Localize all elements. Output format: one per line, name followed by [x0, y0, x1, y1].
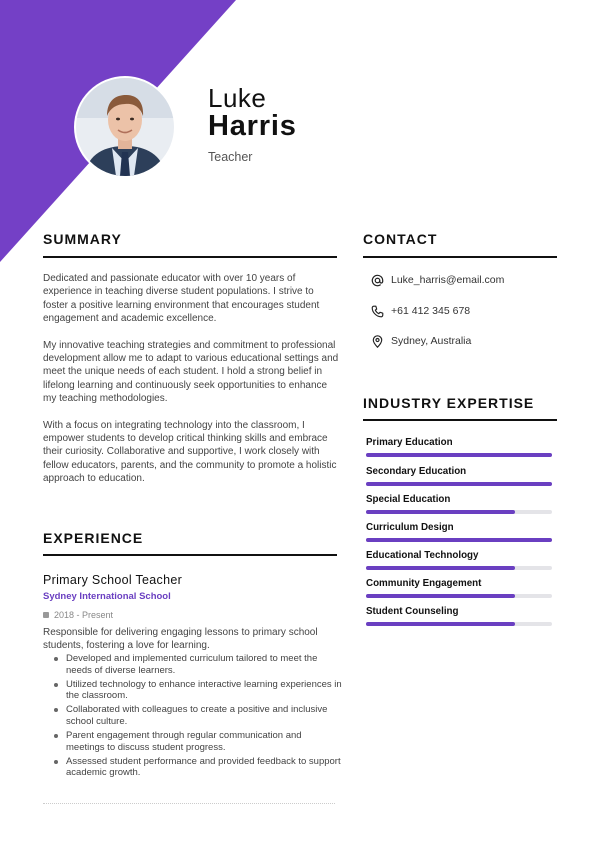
location-pin-icon: [370, 334, 384, 348]
phone-icon: [370, 304, 384, 318]
expertise-heading: INDUSTRY EXPERTISE: [363, 395, 535, 411]
skill-bar-fill: [366, 566, 515, 570]
summary-paragraph: Dedicated and passionate educator with over 10 years of experience in teaching diverse student populations. I strive to foster a positive learning environment that encourages student engagement and academic excellence.: [43, 273, 320, 325]
skill-name: Special Education: [366, 494, 451, 505]
contact-phone-value: +61 412 345 678: [391, 305, 471, 317]
skill-bar: [366, 538, 552, 542]
skill-bar: [366, 482, 552, 486]
first-name: Luke: [208, 83, 267, 113]
section-divider: [43, 803, 335, 804]
skill-item: [366, 522, 552, 542]
skill-bar-fill: [366, 510, 515, 514]
job-bullet: Collaborated with colleagues to create a positive and inclusive school culture.: [54, 704, 342, 727]
contact-phone[interactable]: [370, 304, 470, 318]
skill-name: Secondary Education: [366, 466, 467, 477]
contact-heading: CONTACT: [363, 231, 438, 247]
skill-item: [366, 578, 552, 598]
skill-bar: [366, 566, 552, 570]
profile-photo: [76, 78, 174, 176]
skill-name: Primary Education: [366, 437, 453, 448]
skill-bar: [366, 510, 552, 514]
summary-paragraph: With a focus on integrating technology into the classroom, I empower students to develop critical thinking skills and embrace their curiosity. Collaborative and supportive, I work closely with fellow educators, parents, and the community to promote a holistic approach to education.: [43, 419, 337, 485]
contact-location: [370, 334, 471, 348]
skill-name: Educational Technology: [366, 550, 479, 561]
contact-location-value: Sydney, Australia: [391, 335, 472, 347]
job-role: Primary School Teacher: [43, 573, 183, 587]
skill-bar-fill: [366, 538, 552, 542]
skill-bar-fill: [366, 453, 552, 457]
experience-heading: EXPERIENCE: [43, 530, 144, 546]
calendar-icon: [43, 612, 49, 618]
summary-paragraph: My innovative teaching strategies and commitment to professional development allow me to adapt to various educational settings and meet the unique needs of each student. I hold a strong belief in lifelong learning and continuously seek opportunities to enhance my teaching methodologies.: [43, 339, 339, 405]
skill-bar: [366, 622, 552, 626]
contact-email[interactable]: [370, 273, 504, 287]
skill-bar-fill: [366, 482, 552, 486]
skill-name: Community Engagement: [366, 578, 482, 589]
last-name: Harris: [208, 110, 297, 142]
experience-rule: [43, 554, 337, 556]
job-description: Responsible for delivering engaging lessons to primary school students, fostering a love for learning.: [43, 627, 318, 651]
summary-rule: [43, 256, 337, 258]
job-bullet-list: [54, 653, 342, 781]
job-bullet: Parent engagement through regular communication and meetings to discuss student progress.: [54, 730, 342, 753]
skill-item: [366, 437, 552, 457]
skill-name: Student Counseling: [366, 606, 459, 617]
job-bullet: Assessed student performance and provided feedback to support academic growth.: [54, 756, 342, 779]
contact-email-value: Luke_harris@email.com: [391, 274, 505, 286]
at-icon: [370, 273, 384, 287]
job-bullet: Developed and implemented curriculum tailored to meet the needs of diverse learners.: [54, 653, 342, 676]
skill-bar-fill: [366, 594, 515, 598]
job-dates: [43, 610, 113, 620]
skill-name: Curriculum Design: [366, 522, 454, 533]
skill-item: [366, 466, 552, 486]
summary-text: [43, 272, 341, 499]
skill-item: [366, 550, 552, 570]
summary-heading: SUMMARY: [43, 231, 122, 247]
skill-item: [366, 606, 552, 626]
job-dates-value: 2018 - Present: [54, 610, 114, 620]
skill-item: [366, 494, 552, 514]
contact-rule: [363, 256, 557, 258]
job-bullet: Utilized technology to enhance interactive learning experiences in the classroom.: [54, 679, 342, 702]
skill-bar: [366, 453, 552, 457]
skill-bar-fill: [366, 622, 515, 626]
job-company: Sydney International School: [43, 591, 171, 602]
skill-bar: [366, 594, 552, 598]
job-title: Teacher: [208, 150, 253, 164]
expertise-rule: [363, 419, 557, 421]
